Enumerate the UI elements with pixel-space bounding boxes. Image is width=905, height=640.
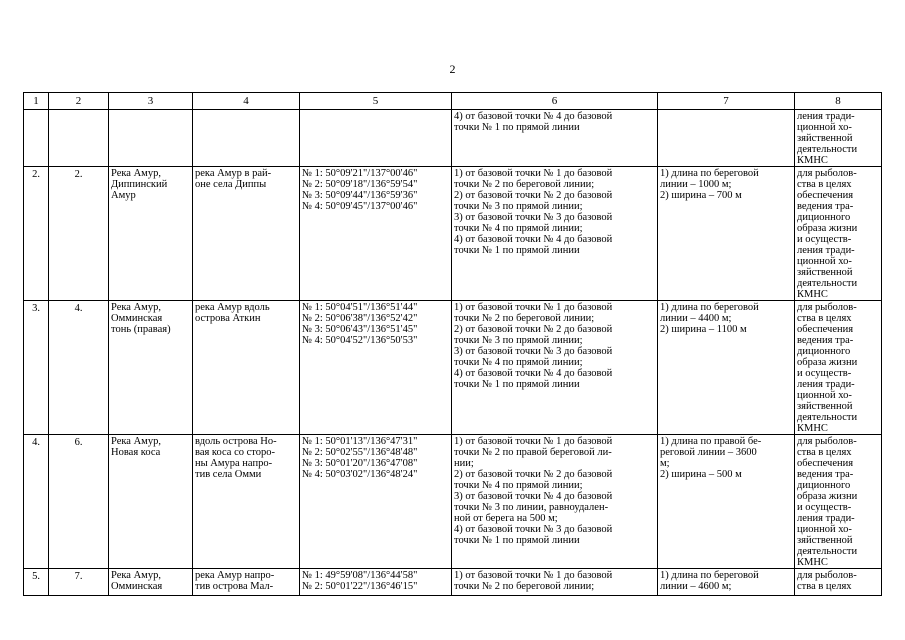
site-dimensions: 1) длина по береговой линии – 4600 м; bbox=[658, 569, 795, 596]
column-header: 5 bbox=[300, 93, 452, 110]
table-row bbox=[24, 435, 882, 569]
row-number: 4. bbox=[24, 435, 49, 569]
page-number: 2 bbox=[449, 62, 456, 76]
site-location: река Амур напро- тив острова Мал- bbox=[193, 569, 300, 596]
site-location: вдоль острова Но- вая коса со сторо- ны Амура напро- тив села Омми bbox=[193, 435, 300, 569]
base-point-coordinates bbox=[300, 110, 452, 167]
column-header: 4 bbox=[193, 93, 300, 110]
site-purpose: для рыболов- ства в целях обеспечения ведения тра- диционного образа жизни и осуществ- ления тради- ционной хо- зяйственной деятельности КМНС bbox=[795, 301, 882, 435]
site-name bbox=[109, 110, 193, 167]
row-number: 5. bbox=[24, 569, 49, 596]
row-number: 2. bbox=[24, 167, 49, 301]
table-row bbox=[24, 110, 882, 167]
boundary-description: 1) от базовой точки № 1 до базовой точки № 2 по береговой линии; 2) от базовой точки № 2 до базовой точки № 3 по прямой линии; 3) от базовой точки № 3 до базовой точки № 4 по прямой линии; 4) от базовой точки № 4 до базовой точки № 1 по прямой линии bbox=[452, 167, 658, 301]
site-dimensions: 1) длина по береговой линии – 4400 м; 2) ширина – 1100 м bbox=[658, 301, 795, 435]
table-header-row bbox=[24, 93, 882, 110]
column-header: 6 bbox=[452, 93, 658, 110]
site-number bbox=[49, 110, 109, 167]
boundary-description: 1) от базовой точки № 1 до базовой точки № 2 по правой береговой ли- нии; 2) от базовой точки № 2 до базовой точки № 4 по прямой линии; 3) от базовой точки № 4 до базовой точки № 3 по линии, равноудален- ной от берега на 500 м; 4) от базовой точки № 3 до базовой точки № 1 по прямой линии bbox=[452, 435, 658, 569]
table-row bbox=[24, 569, 882, 596]
site-dimensions bbox=[658, 110, 795, 167]
site-location: река Амур вдоль острова Аткин bbox=[193, 301, 300, 435]
boundary-description: 1) от базовой точки № 1 до базовой точки № 2 по береговой линии; bbox=[452, 569, 658, 596]
table-row bbox=[24, 301, 882, 435]
site-location bbox=[193, 110, 300, 167]
column-header: 3 bbox=[109, 93, 193, 110]
site-number: 4. bbox=[49, 301, 109, 435]
site-name: Река Амур, Новая коса bbox=[109, 435, 193, 569]
boundary-description: 4) от базовой точки № 4 до базовой точки № 1 по прямой линии bbox=[452, 110, 658, 167]
column-header: 1 bbox=[24, 93, 49, 110]
site-purpose: для рыболов- ства в целях обеспечения ведения тра- диционного образа жизни и осуществ- ления тради- ционной хо- зяйственной деятельности КМНС bbox=[795, 435, 882, 569]
table-row bbox=[24, 167, 882, 301]
site-name: Река Амур, Омминская тонь (правая) bbox=[109, 301, 193, 435]
base-point-coordinates: № 1: 50°09'21"/137°00'46" № 2: 50°09'18"/136°59'54" № 3: 50°09'44"/136°59'36" № 4: 50°09'45"/137°00'46" bbox=[300, 167, 452, 301]
site-location: река Амур в рай- оне села Диппы bbox=[193, 167, 300, 301]
base-point-coordinates: № 1: 50°01'13"/136°47'31" № 2: 50°02'55"/136°48'48" № 3: 50°01'20"/136°47'08" № 4: 50°03'02"/136°48'24" bbox=[300, 435, 452, 569]
site-number: 6. bbox=[49, 435, 109, 569]
column-header: 8 bbox=[795, 93, 882, 110]
document-table bbox=[23, 92, 882, 596]
site-purpose: для рыболов- ства в целях bbox=[795, 569, 882, 596]
column-header: 7 bbox=[658, 93, 795, 110]
site-dimensions: 1) длина по правой бе- реговой линии – 3600 м; 2) ширина – 500 м bbox=[658, 435, 795, 569]
site-purpose: для рыболов- ства в целях обеспечения ведения тра- диционного образа жизни и осуществ- ления тради- ционной хо- зяйственной деятельности КМНС bbox=[795, 167, 882, 301]
column-header: 2 bbox=[49, 93, 109, 110]
row-number: 3. bbox=[24, 301, 49, 435]
site-name: Река Амур, Омминская bbox=[109, 569, 193, 596]
row-number bbox=[24, 110, 49, 167]
site-purpose: ления тради- ционной хо- зяйственной деятельности КМНС bbox=[795, 110, 882, 167]
site-name: Река Амур, Диппинский Амур bbox=[109, 167, 193, 301]
site-number: 2. bbox=[49, 167, 109, 301]
base-point-coordinates: № 1: 50°04'51"/136°51'44" № 2: 50°06'38"/136°52'42" № 3: 50°06'43"/136°51'45" № 4: 50°04'52"/136°50'53" bbox=[300, 301, 452, 435]
site-number: 7. bbox=[49, 569, 109, 596]
boundary-description: 1) от базовой точки № 1 до базовой точки № 2 по береговой линии; 2) от базовой точки № 2 до базовой точки № 3 по прямой линии; 3) от базовой точки № 3 до базовой точки № 4 по прямой линии; 4) от базовой точки № 4 до базовой точки № 1 по прямой линии bbox=[452, 301, 658, 435]
base-point-coordinates: № 1: 49°59'08"/136°44'58" № 2: 50°01'22"/136°46'15" bbox=[300, 569, 452, 596]
site-dimensions: 1) длина по береговой линии – 1000 м; 2) ширина – 700 м bbox=[658, 167, 795, 301]
